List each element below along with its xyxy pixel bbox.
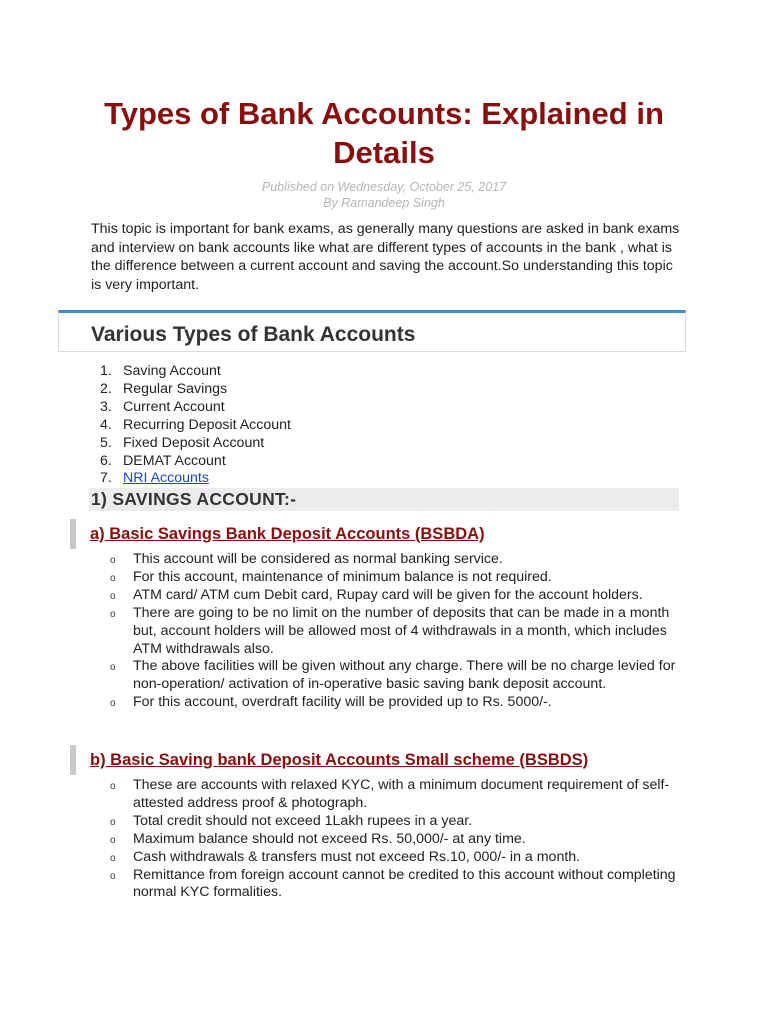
section-title: Various Types of Bank Accounts [91, 323, 416, 346]
account-types-list [100, 363, 291, 488]
list-item-text: For this account, maintenance of minimum balance is not required. [133, 568, 552, 585]
list-item-text: There are going to be no limit on the number of deposits that can be made in a month but, account holders will be allowed most of 4 withdrawals in a month, which includes ATM withdrawals also. [133, 604, 670, 657]
subsection-a-title: a) Basic Savings Bank Deposit Accounts (BSBDA) [90, 525, 485, 543]
bullet-marker-icon: o [110, 852, 116, 864]
bullet-marker-icon: o [110, 816, 116, 828]
list-item-text: These are accounts with relaxed KYC, with a minimum document requirement of self-attested address proof & photograph. [133, 777, 670, 811]
list-item [110, 849, 690, 867]
list-item [110, 605, 690, 659]
list-item-text: The above facilities will be given without any charge. There will be no charge levied for non-operation/ activation of in-operative basic saving bank deposit account. [133, 658, 676, 693]
list-item [110, 569, 690, 587]
list-item-label: Current Account [123, 398, 225, 415]
list-item-text: Total credit should not exceed 1Lakh rupees in a year. [133, 812, 473, 829]
bullet-marker-icon: o [110, 834, 116, 846]
list-item [110, 587, 690, 605]
list-number: 1. [100, 363, 112, 379]
subsection-b-heading [70, 745, 690, 775]
author-byline: By Ramandeep Singh [323, 196, 445, 210]
list-item [100, 399, 291, 417]
list-item-text: This account will be considered as normal banking service. [133, 551, 503, 567]
list-item [110, 658, 690, 694]
list-item-label: DEMAT Account [123, 452, 226, 469]
subsection-b-title: b) Basic Saving bank Deposit Accounts Small scheme (BSBDS) [90, 751, 589, 769]
published-date: Published on Wednesday, October 25, 2017 [261, 180, 507, 194]
list-item-text: Maximum balance should not exceed Rs. 50,000/- at any time. [133, 830, 526, 847]
list-item-label: Fixed Deposit Account [123, 434, 265, 451]
list-item-text: For this account, overdraft facility will be provided up to Rs. 5000/-. [133, 694, 552, 711]
list-number: 3. [100, 398, 112, 415]
bsbda-points-list [110, 551, 690, 712]
list-item [100, 435, 291, 453]
list-item [100, 363, 291, 381]
heading-accent-bar [70, 519, 76, 549]
list-number: 6. [100, 452, 112, 469]
intro-paragraph: This topic is important for bank exams, as generally many questions are asked in bank exams and interview on bank accounts like what are different types of accounts in the bank , what is the difference between a current account and saving the account.So understanding this topic is very important. [91, 221, 680, 293]
bsbds-points-list [110, 777, 690, 902]
bullet-marker-icon: o [110, 870, 116, 882]
list-item [100, 453, 291, 471]
list-number: 7. [100, 470, 112, 487]
bullet-marker-icon: o [110, 608, 116, 620]
list-item [110, 831, 690, 849]
list-item [110, 551, 690, 569]
savings-account-heading: 1) SAVINGS ACCOUNT:- [89, 488, 679, 511]
bullet-marker-icon: o [110, 555, 116, 566]
list-number: 2. [100, 380, 112, 397]
list-item-label: Recurring Deposit Account [123, 416, 291, 433]
list-item-text: Cash withdrawals & transfers must not exceed Rs.10, 000/- in a month. [133, 848, 581, 865]
nri-accounts-link[interactable]: NRI Accounts [123, 470, 209, 487]
bullet-marker-icon: o [110, 662, 116, 674]
bullet-marker-icon: o [110, 590, 116, 602]
list-item [110, 813, 690, 831]
page-title: Types of Bank Accounts: Explained in Details [104, 96, 664, 170]
list-item [100, 470, 291, 488]
bullet-marker-icon: o [110, 698, 116, 710]
list-number: 4. [100, 416, 112, 433]
list-item [100, 417, 291, 435]
list-item-text: ATM card/ ATM cum Debit card, Rupay card will be given for the account holders. [133, 586, 643, 603]
list-item [100, 381, 291, 399]
list-item [110, 777, 690, 813]
list-number: 5. [100, 434, 112, 451]
list-item [110, 694, 690, 712]
list-item-label: Regular Savings [123, 380, 228, 397]
bullet-marker-icon: o [110, 572, 116, 584]
list-item-text: Remittance from foreign account cannot be credited to this account without completing normal KYC formalities. [133, 866, 676, 901]
list-item-label: Saving Account [123, 363, 221, 379]
section-header-box [58, 310, 686, 352]
list-item [110, 867, 690, 903]
heading-accent-bar [70, 745, 76, 775]
bullet-marker-icon: o [110, 781, 116, 792]
subsection-a-heading [70, 519, 690, 549]
